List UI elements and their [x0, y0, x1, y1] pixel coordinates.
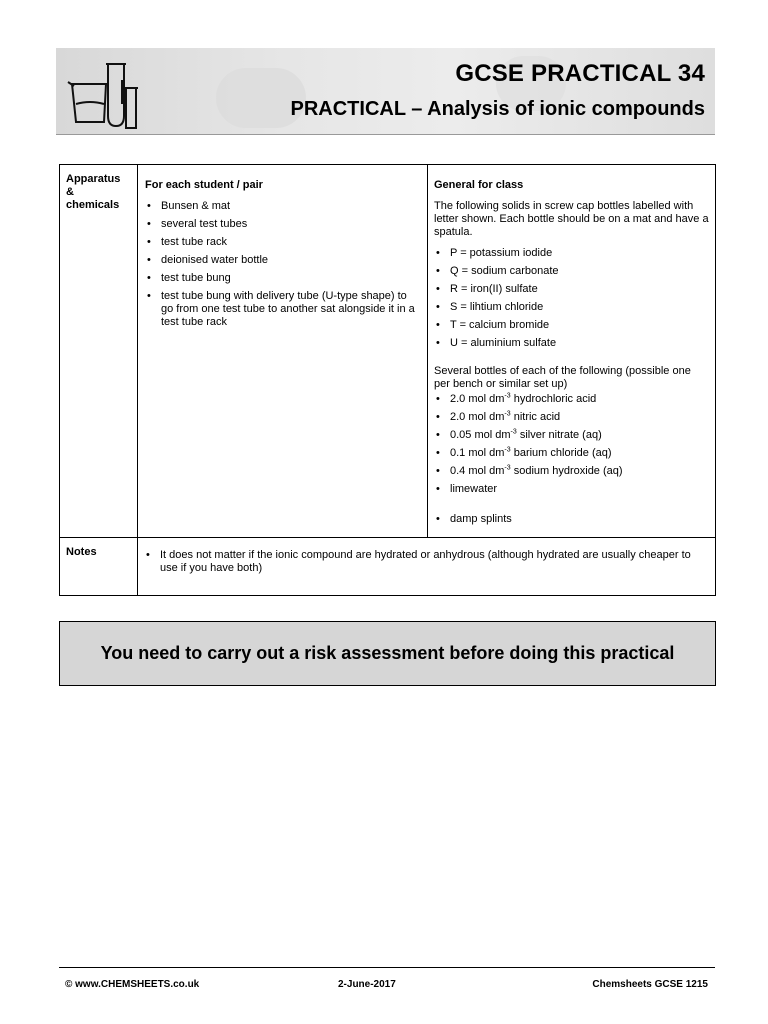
class-heading: General for class: [434, 179, 524, 191]
notes-row: [60, 538, 716, 596]
list-item: • test tube bung: [145, 272, 421, 285]
notes-cell: [138, 538, 716, 596]
page-title: GCSE PRACTICAL 34: [455, 60, 705, 87]
solution-conc: 0.4 mol dm: [450, 465, 505, 477]
class-equipment-cell: [428, 165, 716, 538]
list-item: • Q = sodium carbonate: [434, 265, 709, 278]
footer-copyright: © www.CHEMSHEETS.co.uk: [65, 979, 200, 990]
splints-list: [434, 513, 709, 526]
notes-list: [144, 549, 709, 575]
list-item: [434, 465, 709, 478]
list-item: • test tube rack: [145, 236, 421, 249]
solution-exponent: -3: [504, 464, 511, 472]
label-line: chemicals: [66, 199, 120, 211]
footer-reference: Chemsheets GCSE 1215: [592, 979, 708, 990]
solution-exponent: -3: [504, 392, 511, 400]
page-header: [56, 48, 715, 135]
footer-divider: [59, 967, 715, 968]
student-equipment-list: [145, 200, 421, 329]
solution-name: silver nitrate (aq): [516, 429, 602, 441]
solution-name: sodium hydroxide (aq): [510, 465, 623, 477]
solids-list: [434, 247, 709, 350]
list-item: • several test tubes: [145, 218, 421, 231]
practical-table: [59, 164, 716, 596]
list-item: [434, 411, 709, 424]
student-equipment-cell: [138, 165, 428, 538]
apparatus-label: [60, 165, 138, 538]
solution-exponent: -3: [504, 410, 511, 418]
list-item: • Bunsen & mat: [145, 200, 421, 213]
solution-exponent: -3: [510, 428, 517, 436]
list-item: • test tube bung with delivery tube (U-type shape) to go from one test tube to another sat alongside it in a test tube rack: [145, 290, 421, 329]
risk-assessment-banner: You need to carry out a risk assessment before doing this practical: [59, 621, 716, 686]
lab-glassware-icon: [64, 54, 142, 130]
footer-date: 2-June-2017: [338, 979, 396, 990]
solution-conc: 0.05 mol dm: [450, 429, 511, 441]
list-item: [434, 429, 709, 442]
label-line: Apparatus: [66, 173, 121, 185]
bottles-intro: Several bottles of each of the following (possible one per bench or similar set up): [434, 365, 691, 390]
list-item: • U = aluminium sulfate: [434, 337, 709, 350]
solution-name: hydrochloric acid: [510, 393, 597, 405]
list-item: • S = lihtium chloride: [434, 301, 709, 314]
list-item: • limewater: [434, 483, 709, 496]
list-item: [434, 447, 709, 460]
label-line: &: [66, 186, 74, 198]
list-item: • P = potassium iodide: [434, 247, 709, 260]
list-item: • It does not matter if the ionic compound are hydrated or anhydrous (although hydrated are usually cheaper to use if you have both): [144, 549, 709, 575]
solution-conc: 2.0 mol dm: [450, 411, 505, 423]
page-subtitle: PRACTICAL – Analysis of ionic compounds: [290, 98, 705, 120]
list-item: • damp splints: [434, 513, 709, 526]
solution-conc: 0.1 mol dm: [450, 447, 505, 459]
solutions-list: [434, 393, 709, 496]
solution-conc: 2.0 mol dm: [450, 393, 505, 405]
solution-name: nitric acid: [510, 411, 561, 423]
list-item: • deionised water bottle: [145, 254, 421, 267]
list-item: • R = iron(II) sulfate: [434, 283, 709, 296]
list-item: • T = calcium bromide: [434, 319, 709, 332]
solution-name: barium chloride (aq): [510, 447, 612, 459]
solution-exponent: -3: [504, 446, 511, 454]
notes-label: Notes: [60, 538, 138, 596]
list-item: [434, 393, 709, 406]
student-heading: For each student / pair: [145, 179, 263, 191]
class-intro: The following solids in screw cap bottles labelled with letter shown. Each bottle should be on a mat and have a spatula.: [434, 200, 709, 238]
apparatus-row: [60, 165, 716, 538]
